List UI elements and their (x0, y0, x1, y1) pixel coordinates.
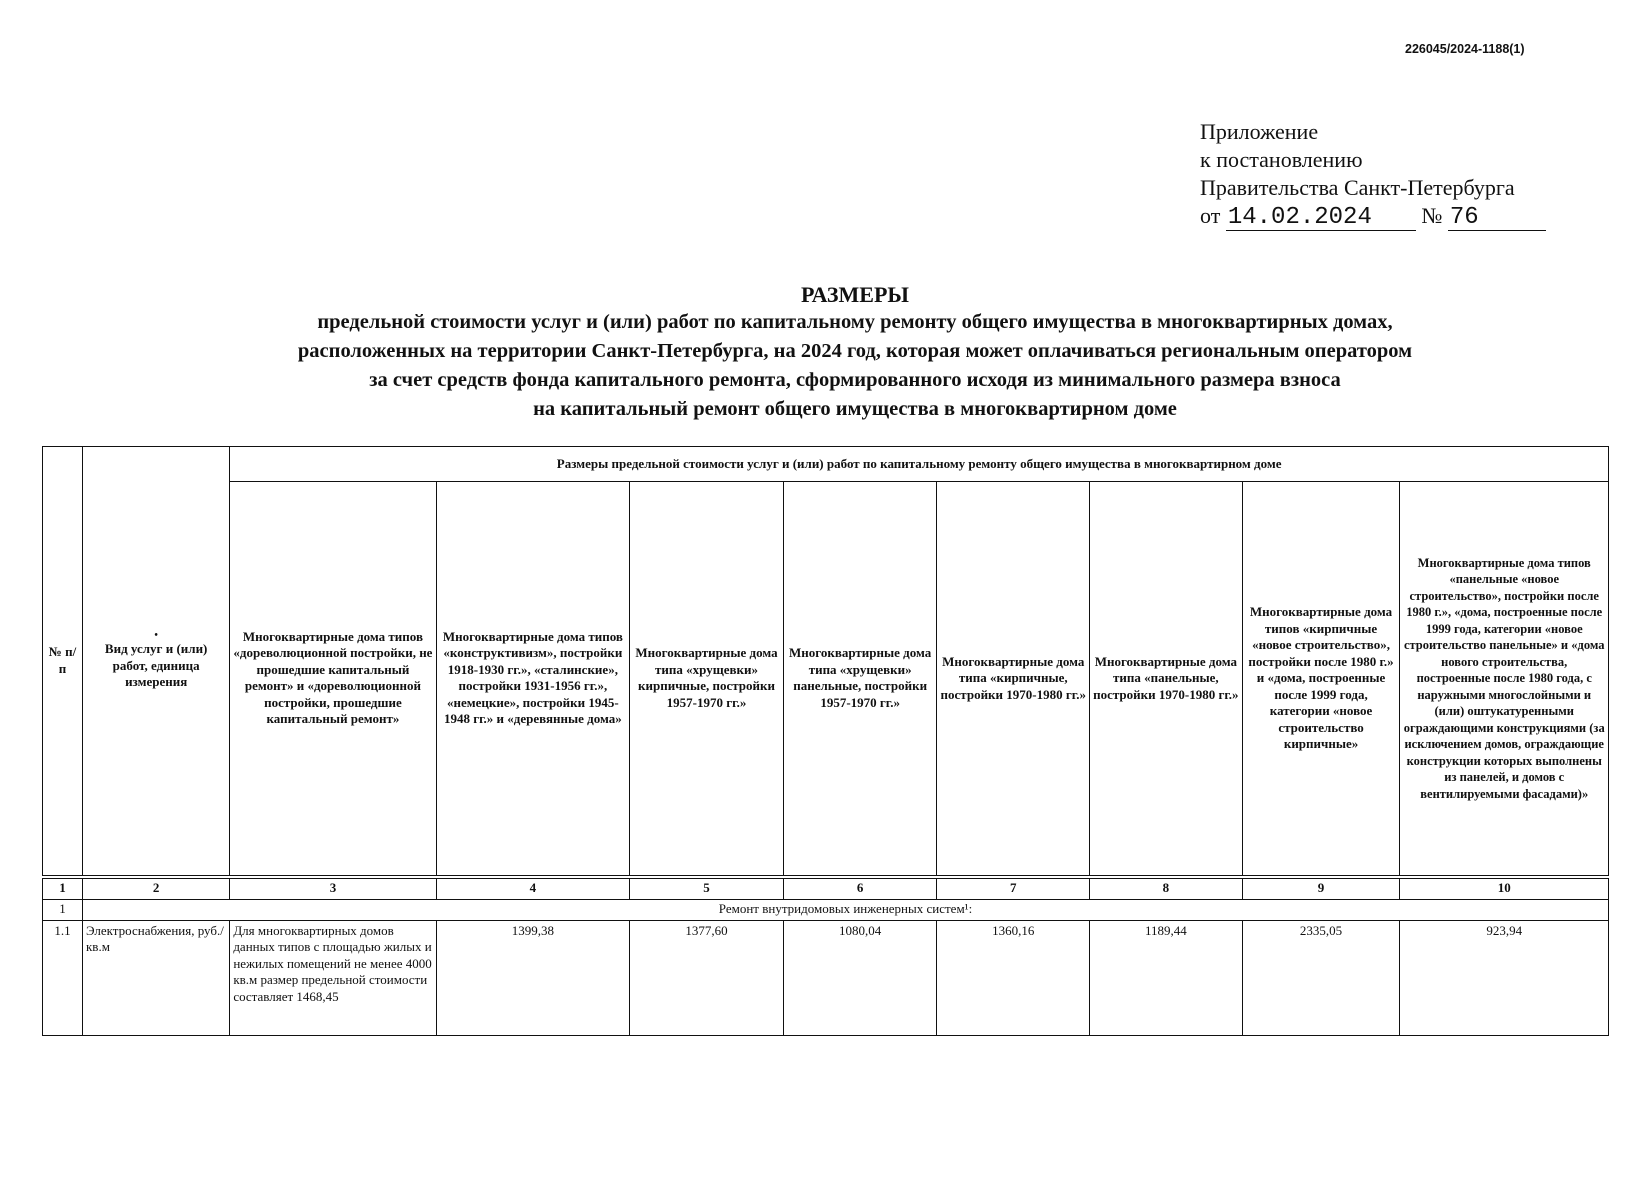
number-prefix: № (1421, 203, 1443, 228)
subtitle-line: за счет средств фонда капитального ремонта, сформированного исходя из минимального размера взноса (369, 369, 1341, 391)
appendix-line-1: Приложение (1200, 119, 1319, 144)
col-header-service: • Вид услуг и (или) работ, единица измерения (82, 447, 229, 877)
appendix-date-line (1200, 202, 1546, 231)
section-title: Ремонт внутридомовых инженерных систем¹: (82, 899, 1608, 920)
column-number: 7 (937, 877, 1090, 900)
col-header-type: Многоквартирные дома типа «хрущевки» кирпичные, постройки 1957-1970 гг.» (630, 482, 784, 877)
row-value: 1080,04 (783, 920, 937, 1035)
section-number: 1 (43, 899, 83, 920)
row-value: 1377,60 (630, 920, 784, 1035)
table-header-row (43, 482, 1609, 877)
appendix-line-3: Правительства Санкт-Петербурга (1200, 175, 1515, 200)
subtitle-line: расположенных на территории Санкт-Петербурга, на 2024 год, которая может оплачиваться региональным оператором (297, 340, 1413, 362)
col-header-type: Многоквартирные дома типа «панельные, постройки 1970-1980 гг.» (1090, 482, 1243, 877)
table-row (43, 920, 1609, 1035)
resolution-date: 14.02.2024 (1226, 206, 1416, 231)
row-value: 1189,44 (1090, 920, 1243, 1035)
column-number: 3 (230, 877, 436, 900)
row-value: 923,94 (1400, 920, 1609, 1035)
document-title: РАЗМЕРЫ (800, 282, 910, 307)
column-number: 5 (630, 877, 784, 900)
column-number: 4 (436, 877, 630, 900)
column-number-row (43, 877, 1609, 900)
col-header-type: Многоквартирные дома типов «конструктивизм», постройки 1918-1930 гг.», «сталинские», постройки 1931-1956 гг.», «немецкие», постройки 1945-1948 гг.» и «деревянные дома» (436, 482, 630, 877)
column-number: 8 (1090, 877, 1243, 900)
column-number: 2 (82, 877, 229, 900)
row-number: 1.1 (43, 920, 83, 1035)
document-subtitle (205, 308, 1505, 424)
column-number: 10 (1400, 877, 1609, 900)
column-number: 1 (43, 877, 83, 900)
row-value: 1360,16 (937, 920, 1090, 1035)
table-header-row (43, 447, 1609, 482)
section-row (43, 899, 1609, 920)
col-header-type: Многоквартирные дома типов «кирпичные «новое строительство», постройки после 1980 г.» и «дома, построенные после 1999 года, категории «новое строительство кирпичные» (1242, 482, 1400, 877)
col-header-type: Многоквартирные дома типов «дореволюционной постройки, не прошедшие капитальный ремонт» и «дореволюционной постройки, прошедшие капитальный ремонт» (230, 482, 436, 877)
subtitle-line: предельной стоимости услуг и (или) работ по капитальному ремонту общего имущества в многоквартирных домах, (317, 311, 1393, 333)
date-prefix: от (1200, 203, 1221, 228)
cost-table (42, 446, 1609, 1036)
title-block (0, 282, 1650, 424)
subtitle-line: на капитальный ремонт общего имущества в многоквартирном доме (533, 398, 1177, 420)
col-header-service-text: Вид услуг и (или) работ, единица измерения (104, 641, 208, 689)
col-header-type: Многоквартирные дома типа «хрущевки» панельные, постройки 1957-1970 гг.» (783, 482, 937, 877)
group-header: Размеры предельной стоимости услуг и (или) работ по капитальному ремонту общего имущества в многоквартирном доме (230, 447, 1609, 482)
row-service: Электроснабжения, руб./кв.м (82, 920, 229, 1035)
column-number: 6 (783, 877, 937, 900)
appendix-block (1200, 118, 1546, 231)
appendix-line-2: к постановлению (1200, 147, 1363, 172)
column-number: 9 (1242, 877, 1400, 900)
row-value: 1399,38 (436, 920, 630, 1035)
row-note-cell: Для многоквартирных домов данных типов с площадью жилых и нежилых помещений не менее 4000 кв.м размер предельной стоимости составляет 1468,45 (230, 920, 436, 1035)
row-value: 2335,05 (1242, 920, 1400, 1035)
resolution-number: 76 (1448, 206, 1546, 231)
col-header-no: № п/п (43, 447, 83, 877)
col-header-type: Многоквартирные дома типа «кирпичные, постройки 1970-1980 гг.» (937, 482, 1090, 877)
document-id: 226045/2024-1188(1) (1405, 42, 1525, 56)
col-header-type: Многоквартирные дома типов «панельные «новое строительство», постройки после 1980 г.», «дома, построенные после 1999 года, категории «новое строительство панельные» и «дома нового строительства, построенные после 1980 года, с наружными многослойными и (или) оштукатуренными ограждающими конструкциями (за исключением домов, ограждающие конструкции которых выполнены из панелей, и домов с вентилируемыми фасадами)» (1400, 482, 1609, 877)
